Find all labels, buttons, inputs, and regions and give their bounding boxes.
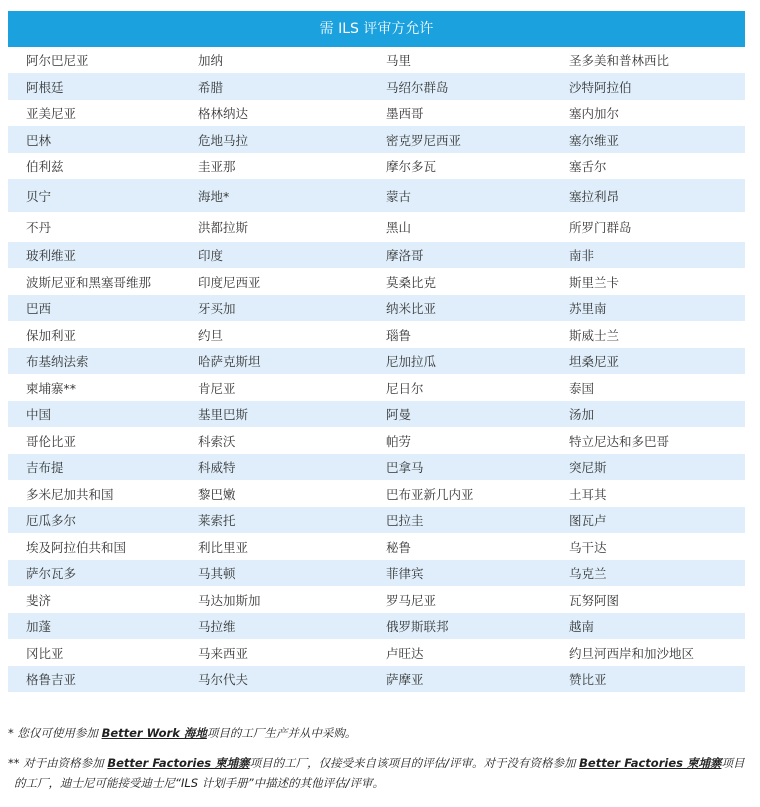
country-cell: 巴林 bbox=[8, 126, 180, 153]
table-row bbox=[8, 613, 745, 639]
country-cell: 乌干达 bbox=[551, 533, 745, 560]
table-row bbox=[8, 100, 745, 126]
footnote-text: 的工厂，迪士尼可能接受迪士尼“ILS 计划手册”中描述的其他评估/评审。 bbox=[14, 776, 385, 790]
country-cell: 危地马拉 bbox=[180, 126, 368, 153]
country-cell: 尼加拉瓜 bbox=[368, 348, 551, 374]
country-cell: 圣多美和普林西比 bbox=[551, 47, 745, 73]
country-cell: 伯利兹 bbox=[8, 153, 180, 179]
table-row bbox=[8, 586, 745, 613]
country-cell: 罗马尼亚 bbox=[368, 586, 551, 613]
table-row bbox=[8, 126, 745, 153]
better-factories-cambodia-link-2[interactable]: Better Factories 柬埔寨 bbox=[579, 756, 722, 770]
country-cell: 塞内加尔 bbox=[551, 100, 745, 126]
country-cell: 希腊 bbox=[180, 73, 368, 100]
country-cell: 圭亚那 bbox=[180, 153, 368, 179]
country-cell: 冈比亚 bbox=[8, 639, 180, 666]
country-cell: 约旦 bbox=[180, 321, 368, 348]
country-cell: 沙特阿拉伯 bbox=[551, 73, 745, 100]
country-cell: 塞拉利昂 bbox=[551, 179, 745, 212]
country-cell: 秘鲁 bbox=[368, 533, 551, 560]
footnotes bbox=[8, 723, 753, 803]
country-cell: 马拉维 bbox=[180, 613, 368, 639]
country-cell: 肯尼亚 bbox=[180, 374, 368, 401]
country-cell: 哥伦比亚 bbox=[8, 427, 180, 454]
country-cell: 基里巴斯 bbox=[180, 401, 368, 427]
country-cell: 格林纳达 bbox=[180, 100, 368, 126]
country-cell: 斐济 bbox=[8, 586, 180, 613]
table-row bbox=[8, 73, 745, 100]
country-cell: 吉布提 bbox=[8, 454, 180, 480]
country-cell: 印度尼西亚 bbox=[180, 268, 368, 295]
table-row bbox=[8, 533, 745, 560]
country-cell: 俄罗斯联邦 bbox=[368, 613, 551, 639]
country-cell: 格鲁吉亚 bbox=[8, 666, 180, 692]
country-cell: 保加利亚 bbox=[8, 321, 180, 348]
country-cell: 摩尔多瓦 bbox=[368, 153, 551, 179]
country-cell: 科威特 bbox=[180, 454, 368, 480]
country-cell: 特立尼达和多巴哥 bbox=[551, 427, 745, 454]
country-cell: 苏里南 bbox=[551, 295, 745, 321]
country-cell: 埃及阿拉伯共和国 bbox=[8, 533, 180, 560]
footnote-text: 项目 bbox=[721, 756, 745, 770]
better-work-haiti-link[interactable]: Better Work 海地 bbox=[101, 726, 207, 740]
country-cell: 卢旺达 bbox=[368, 639, 551, 666]
country-cell: 密克罗尼西亚 bbox=[368, 126, 551, 153]
country-cell: 泰国 bbox=[551, 374, 745, 401]
country-cell: 加纳 bbox=[180, 47, 368, 73]
country-cell: 中国 bbox=[8, 401, 180, 427]
country-cell: 加蓬 bbox=[8, 613, 180, 639]
country-cell: 亚美尼亚 bbox=[8, 100, 180, 126]
footnote-haiti bbox=[8, 723, 753, 743]
country-cell: 莱索托 bbox=[180, 507, 368, 533]
country-cell: 坦桑尼亚 bbox=[551, 348, 745, 374]
country-cell: 马达加斯加 bbox=[180, 586, 368, 613]
country-cell: 巴拿马 bbox=[368, 454, 551, 480]
country-cell: 柬埔寨** bbox=[8, 374, 180, 401]
country-cell: 图瓦卢 bbox=[551, 507, 745, 533]
footnote-cambodia bbox=[8, 753, 753, 793]
country-cell: 瓦努阿图 bbox=[551, 586, 745, 613]
country-cell: 莫桑比克 bbox=[368, 268, 551, 295]
country-cell: 乌克兰 bbox=[551, 560, 745, 586]
table-row bbox=[8, 427, 745, 454]
table-row bbox=[8, 401, 745, 427]
better-factories-cambodia-link-1[interactable]: Better Factories 柬埔寨 bbox=[107, 756, 250, 770]
country-cell: 尼日尔 bbox=[368, 374, 551, 401]
country-cell: 多米尼加共和国 bbox=[8, 480, 180, 507]
country-cell: 瑙鲁 bbox=[368, 321, 551, 348]
country-table bbox=[8, 47, 745, 692]
country-table-body bbox=[8, 47, 745, 692]
country-cell: 斯威士兰 bbox=[551, 321, 745, 348]
country-cell: 塞舌尔 bbox=[551, 153, 745, 179]
country-cell: 玻利维亚 bbox=[8, 242, 180, 268]
country-cell: 越南 bbox=[551, 613, 745, 639]
country-cell: 牙买加 bbox=[180, 295, 368, 321]
table-row bbox=[8, 348, 745, 374]
country-cell: 利比里亚 bbox=[180, 533, 368, 560]
table-row bbox=[8, 153, 745, 179]
country-cell: 汤加 bbox=[551, 401, 745, 427]
footnote-text: 项目的工厂，仅接受来自该项目的评估/评审。对于没有资格参加 bbox=[249, 756, 580, 770]
country-cell: 萨摩亚 bbox=[368, 666, 551, 692]
footnote-text: * 您仅可使用参加 bbox=[8, 726, 102, 740]
country-cell: 约旦河西岸和加沙地区 bbox=[551, 639, 745, 666]
table-row bbox=[8, 242, 745, 268]
country-cell: 海地* bbox=[180, 179, 368, 212]
country-cell: 塞尔维亚 bbox=[551, 126, 745, 153]
table-row bbox=[8, 507, 745, 533]
country-cell: 波斯尼亚和黑塞哥维那 bbox=[8, 268, 180, 295]
table-row bbox=[8, 268, 745, 295]
footnote-text: 项目的工厂生产并从中采购。 bbox=[206, 726, 357, 740]
table-row bbox=[8, 639, 745, 666]
country-cell: 不丹 bbox=[8, 212, 180, 242]
country-cell: 菲律宾 bbox=[368, 560, 551, 586]
table-row bbox=[8, 321, 745, 348]
table-row bbox=[8, 295, 745, 321]
table-row bbox=[8, 560, 745, 586]
country-cell: 马其顿 bbox=[180, 560, 368, 586]
country-cell: 马来西亚 bbox=[180, 639, 368, 666]
country-cell: 马里 bbox=[368, 47, 551, 73]
country-cell: 纳米比亚 bbox=[368, 295, 551, 321]
table-row bbox=[8, 454, 745, 480]
country-cell: 黑山 bbox=[368, 212, 551, 242]
country-cell: 黎巴嫩 bbox=[180, 480, 368, 507]
country-cell: 阿曼 bbox=[368, 401, 551, 427]
country-cell: 萨尔瓦多 bbox=[8, 560, 180, 586]
footnote-text: ** 对于由资格参加 bbox=[8, 756, 108, 770]
table-row bbox=[8, 179, 745, 212]
table-row bbox=[8, 480, 745, 507]
country-cell: 摩洛哥 bbox=[368, 242, 551, 268]
country-cell: 马尔代夫 bbox=[180, 666, 368, 692]
country-cell: 墨西哥 bbox=[368, 100, 551, 126]
country-cell: 土耳其 bbox=[551, 480, 745, 507]
country-cell: 所罗门群岛 bbox=[551, 212, 745, 242]
country-cell: 科索沃 bbox=[180, 427, 368, 454]
country-cell: 突尼斯 bbox=[551, 454, 745, 480]
table-row bbox=[8, 374, 745, 401]
table-row bbox=[8, 47, 745, 73]
table-row bbox=[8, 666, 745, 692]
country-cell: 巴西 bbox=[8, 295, 180, 321]
country-cell: 帕劳 bbox=[368, 427, 551, 454]
country-cell: 赞比亚 bbox=[551, 666, 745, 692]
country-cell: 斯里兰卡 bbox=[551, 268, 745, 295]
country-cell: 巴拉圭 bbox=[368, 507, 551, 533]
country-cell: 哈萨克斯坦 bbox=[180, 348, 368, 374]
country-cell: 贝宁 bbox=[8, 179, 180, 212]
country-cell: 洪都拉斯 bbox=[180, 212, 368, 242]
table-row bbox=[8, 212, 745, 242]
country-cell: 蒙古 bbox=[368, 179, 551, 212]
country-cell: 印度 bbox=[180, 242, 368, 268]
country-cell: 布基纳法索 bbox=[8, 348, 180, 374]
country-cell: 马绍尔群岛 bbox=[368, 73, 551, 100]
country-cell: 厄瓜多尔 bbox=[8, 507, 180, 533]
country-cell: 巴布亚新几内亚 bbox=[368, 480, 551, 507]
country-cell: 阿根廷 bbox=[8, 73, 180, 100]
ils-table-container bbox=[8, 11, 745, 692]
country-cell: 南非 bbox=[551, 242, 745, 268]
country-cell: 阿尔巴尼亚 bbox=[8, 47, 180, 73]
table-header: 需 ILS 评审方允许 bbox=[8, 11, 745, 47]
